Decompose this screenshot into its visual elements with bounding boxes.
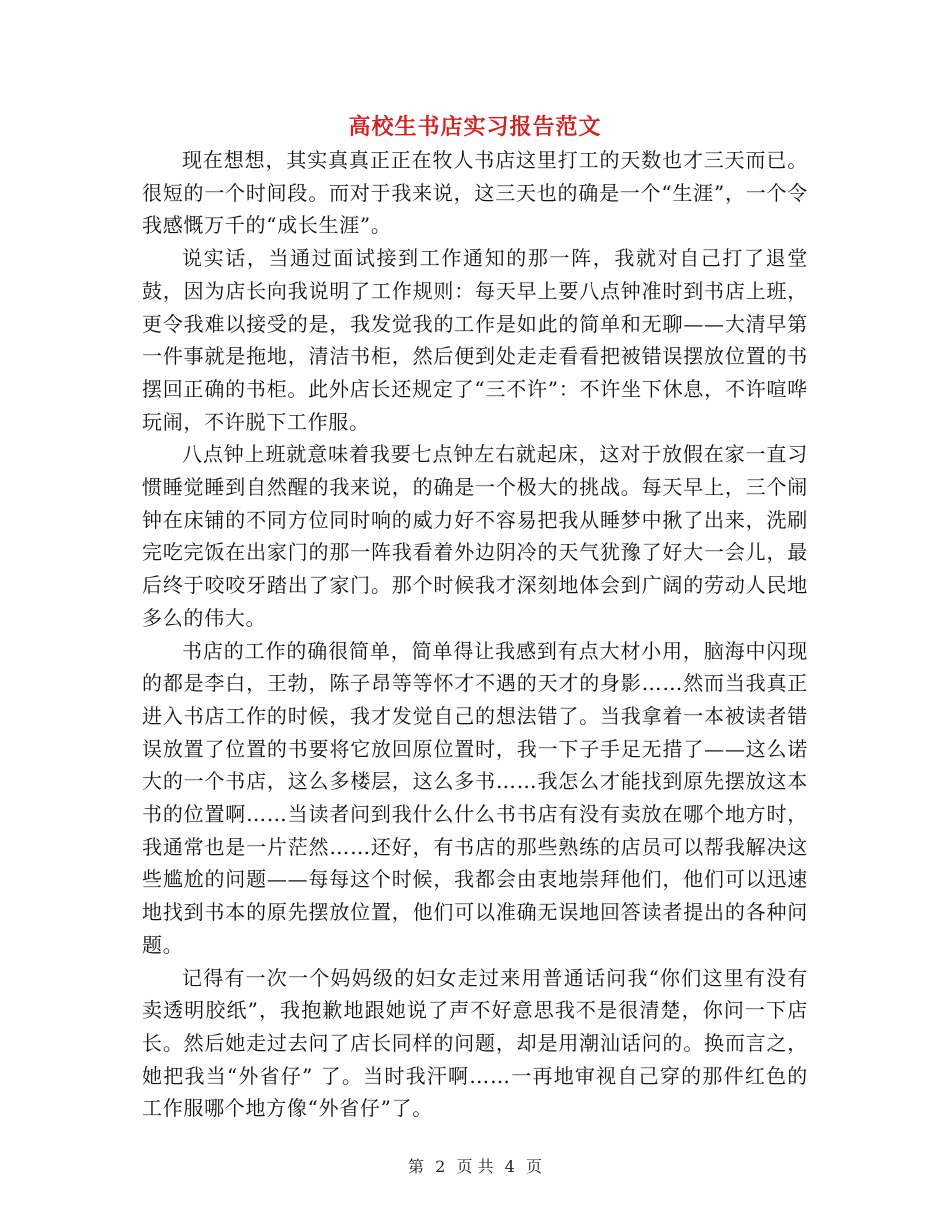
paragraph-5: 记得有一次一个妈妈级的妇女走过来用普通话问我“你们这里有没有卖透明胶纸”，我抱歉地跟她说了声不好意思我不是很清楚，你问一下店长。然后她走过去问了店长同样的问题，却是用潮汕话问的。换而言之，她把我当“外省仔” 了。当时我汗啊……一再地审视自己穿的那件红色的工作服哪个地方像“外省仔”了。 bbox=[142, 965, 808, 1121]
footer-total-unit: 页 bbox=[525, 1157, 542, 1176]
paragraph-1: 现在想想，其实真真正正在牧人书店这里打工的天数也才三天而已。很短的一个时间段。而对于我来说，这三天也的确是一个“生涯”，一个令我感慨万千的“成长生涯”。 bbox=[142, 148, 808, 238]
paragraph-3: 八点钟上班就意味着我要七点钟左右就起床，这对于放假在家一直习惯睡觉睡到自然醒的我来说，的确是一个极大的挑战。每天早上，三个闹钟在床铺的不同方位同时响的威力好不容易把我从睡梦中揪了出来，洗刷完吃完饭在出家门的那一阵我看着外边阴冷的天气犹豫了好大一会儿，最后终于咬咬牙踏出了家门。那个时候我才深刻地体会到广阔的劳动人民地多么的伟大。 bbox=[142, 442, 808, 630]
current-page-number: 2 bbox=[435, 1157, 446, 1176]
paragraph-2: 说实话，当通过面试接到工作通知的那一阵，我就对自己打了退堂鼓，因为店长向我说明了工作规则：每天早上要八点钟准时到书店上班，更令我难以接受的是，我发觉我的工作是如此的简单和无聊——大清早第一件事就是拖地，清洁书柜，然后便到处走走看看把被错误摆放位置的书摆回正确的书柜。此外店长还规定了“三不许”：不许坐下休息，不许喧哗玩闹，不许脱下工作服。 bbox=[142, 246, 808, 434]
body-text bbox=[142, 144, 808, 1125]
paragraph-4: 书店的工作的确很简单，简单得让我感到有点大材小用，脑海中闪现的都是李白，王勃，陈子昂等等怀才不遇的天才的身影……然而当我真正进入书店工作的时候，我才发觉自己的想法错了。当我拿着一本被读者错误放置了位置的书要将它放回原位置时，我一下子手足无措了——这么诺大的一个书店，这么多楼层，这么多书……我怎么才能找到原先摆放这本书的位置啊……当读者问到我什么什么书书店有没有卖放在哪个地方时，我通常也是一片茫然……还好，有书店的那些熟练的店员可以帮我解决这些尴尬的问题——每每这个时候，我都会由衷地崇拜他们，他们可以迅速地找到书本的原先摆放位置，他们可以准确无误地回答读者提出的各种问题。 bbox=[142, 638, 808, 957]
page-footer bbox=[0, 1154, 950, 1177]
footer-total-prefix: 共 bbox=[477, 1157, 494, 1176]
footer-prefix: 第 bbox=[408, 1157, 425, 1176]
page-title: 高校生书店实习报告范文 bbox=[348, 114, 602, 140]
footer-page-unit: 页 bbox=[456, 1157, 473, 1176]
total-page-number: 4 bbox=[504, 1157, 515, 1176]
